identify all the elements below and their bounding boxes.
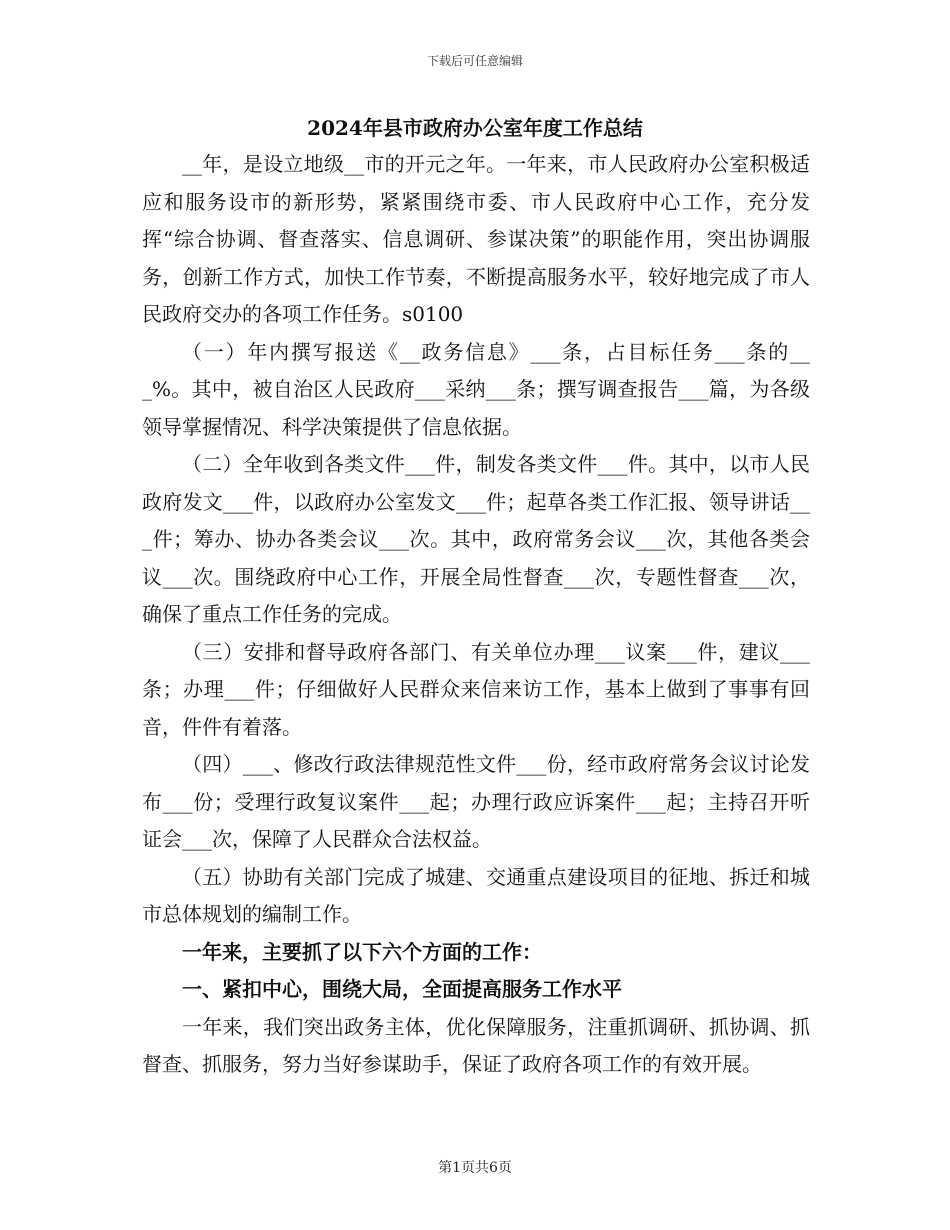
paragraph-item-5: （五）协助有关部门完成了城建、交通重点建设项目的征地、拆迁和城市总体规划的编制工作。	[142, 864, 810, 926]
paragraph-item-4: （四）___、修改行政法律规范性文件___份，经市政府常务会议讨论发布___份；受理行政复议案件___起；办理行政应诉案件___起；主持召开听证会___次，保障了人民群众合法权益。	[142, 752, 810, 851]
section-lead-heading: 一年来，主要抓了以下六个方面的工作：	[182, 939, 542, 964]
paragraph-section-1: 一年来，我们突出政务主体，优化保障服务，注重抓调研、抓协调、抓督查、抓服务，努力当好参谋助手，保证了政府各项工作的有效开展。	[142, 1014, 810, 1076]
paragraph-item-1: （一）年内撰写报送《__政务信息》___条，占目标任务___条的___%。其中，被自治区人民政府___采纳___条；撰写调查报告___篇，为各级领导掌握情况、科学决策提供了信息依据。	[142, 339, 810, 439]
page-number: 第1页共6页	[438, 1160, 512, 1176]
paragraph-item-3: （三）安排和督导政府各部门、有关单位办理___议案___件，建议___条；办理___件；仔细做好人民群众来信来访工作，基本上做到了事事有回音，件件有着落。	[142, 639, 810, 739]
document-title: 2024年县市政府办公室年度工作总结	[307, 116, 643, 140]
document-body	[142, 146, 810, 1084]
paragraph-item-2: （二）全年收到各类文件___件，制发各类文件___件。其中，以市人民政府发文___件，以政府办公室发文___件；起草各类工作汇报、领导讲话___件；筹办、协办各类会议___次。其中，政府常务会议___次，其他各类会议___次。围绕政府中心工作，开展全局性督查___次，专题性督查___次，确保了重点工作任务的完成。	[142, 452, 810, 626]
paragraph-intro: __年，是设立地级__市的开元之年。一年来，市人民政府办公室积极适应和服务设市的新形势，紧紧围绕市委、市人民政府中心工作，充分发挥“综合协调、督查落实、信息调研、参谋决策”的职能作用，突出协调服务，创新工作方式，加快工作节奏，不断提高服务水平，较好地完成了市人民政府交办的各项工作任务。s0100	[142, 152, 810, 326]
section-heading-1: 一、紧扣中心，围绕大局，全面提高服务工作水平	[182, 977, 622, 1001]
page-header-note: 下载后可任意编辑	[426, 54, 523, 68]
